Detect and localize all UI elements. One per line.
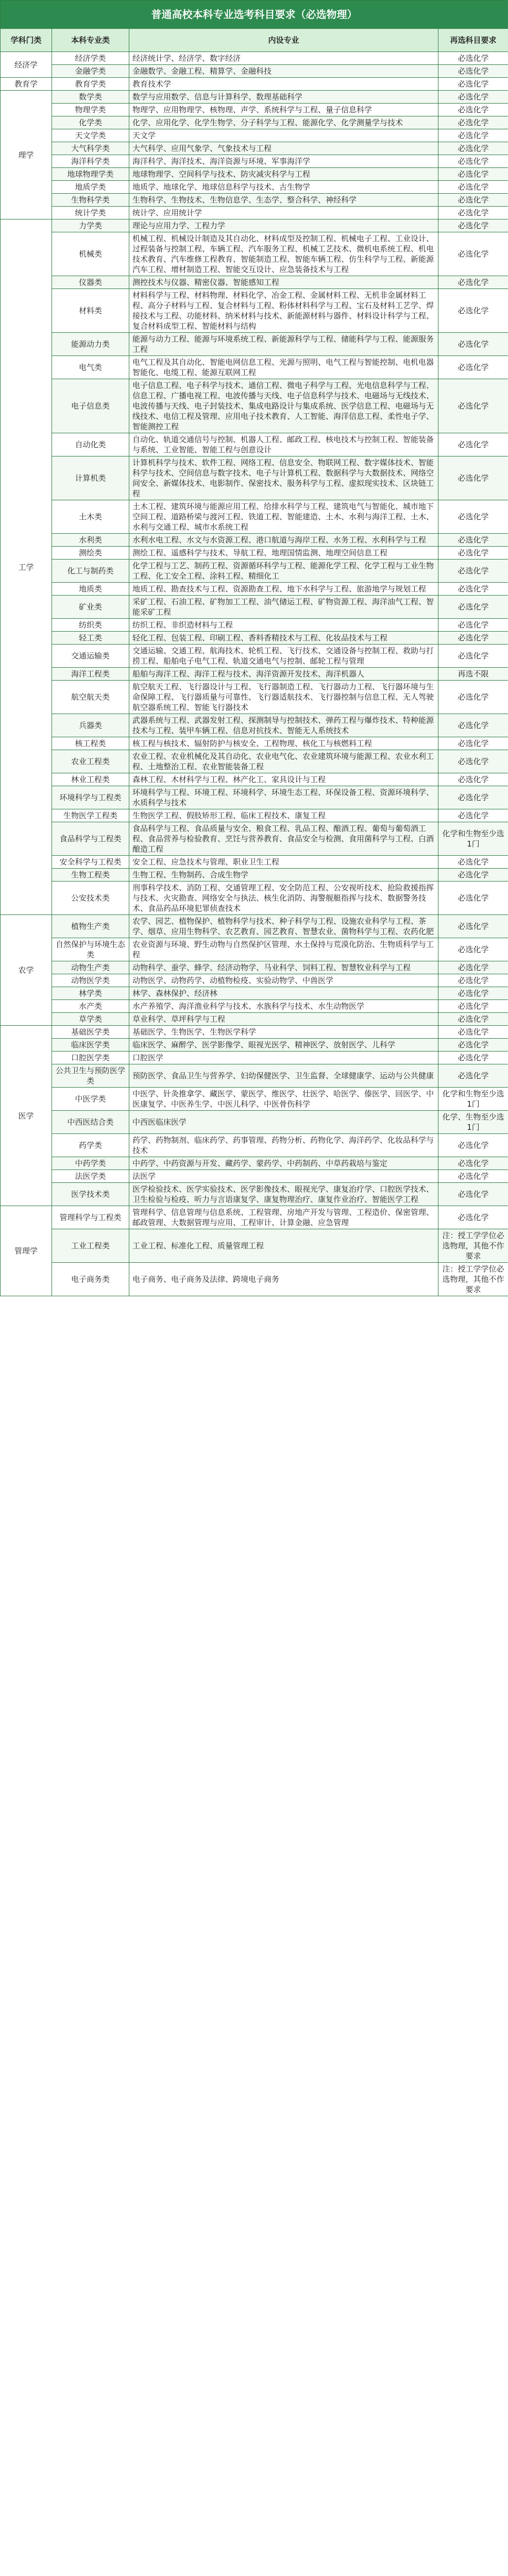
major-class-cell: 工业工程类	[52, 1229, 129, 1263]
table-row	[1, 856, 508, 869]
majors-cell: 轻化工程、包装工程、印刷工程、香料香精技术与工程、化妆品技术与工程	[129, 632, 438, 645]
majors-cell: 纺织工程、非织造材料与工程	[129, 619, 438, 632]
requirement-cell: 必选化学	[438, 194, 508, 207]
major-class-cell: 自然保护与环境生态类	[52, 938, 129, 961]
major-class-cell: 中西医结合类	[52, 1111, 129, 1134]
table-row	[1, 882, 508, 915]
majors-cell: 电子商务、电子商务及法律、跨境电子商务	[129, 1263, 438, 1296]
majors-cell: 电气工程及其自动化、智能电网信息工程、光源与照明、电气工程与智能控制、电机电器智能化、电缆工程、能源互联网工程	[129, 356, 438, 379]
major-class-cell: 生物医学工程类	[52, 809, 129, 822]
header-majors: 内设专业	[129, 29, 438, 52]
major-class-cell: 临床医学类	[52, 1039, 129, 1052]
major-class-cell: 能源动力类	[52, 333, 129, 356]
table-row	[1, 737, 508, 750]
major-class-cell: 食品科学与工程类	[52, 822, 129, 856]
major-class-cell: 环境科学与工程类	[52, 786, 129, 809]
major-class-cell: 公共卫生与预防医学类	[52, 1064, 129, 1088]
major-class-cell: 经济学类	[52, 52, 129, 65]
majors-cell: 食品科学与工程、食品质量与安全、粮食工程、乳品工程、酿酒工程、葡萄与葡萄酒工程、食品营养与检验教育、烹饪与营养教育、食品安全与检测、食用菌科学与工程、白酒酿造工程	[129, 822, 438, 856]
requirement-cell: 必选化学	[438, 1000, 508, 1013]
majors-cell: 预防医学、食品卫生与营养学、妇幼保健医学、卫生监督、全球健康学、运动与公共健康	[129, 1064, 438, 1088]
majors-cell: 海洋科学、海洋技术、海洋资源与环境、军事海洋学	[129, 155, 438, 168]
table-row	[1, 668, 508, 681]
majors-cell: 天文学	[129, 129, 438, 142]
major-class-cell: 医学技术类	[52, 1183, 129, 1206]
majors-cell: 教育技术学	[129, 78, 438, 91]
table-row	[1, 1206, 508, 1229]
major-class-cell: 植物生产类	[52, 915, 129, 938]
requirement-cell: 必选化学	[438, 534, 508, 547]
table-row	[1, 632, 508, 645]
table-row	[1, 1111, 508, 1134]
requirement-cell: 必选化学	[438, 974, 508, 987]
requirement-cell: 必选化学	[438, 207, 508, 219]
requirement-cell: 必选化学	[438, 168, 508, 181]
header-row	[1, 29, 508, 52]
requirement-cell: 必选化学	[438, 1052, 508, 1064]
table-row	[1, 583, 508, 596]
major-class-cell: 物理学类	[52, 104, 129, 116]
requirement-cell: 必选化学	[438, 869, 508, 882]
majors-cell: 核工程与核技术、辐射防护与核安全、工程物理、核化工与核燃料工程	[129, 737, 438, 750]
majors-cell: 农学、园艺、植物保护、植物科学与技术、种子科学与工程、设施农业科学与工程、茶学、烟草、应用生物科学、农艺教育、园艺教育、智慧农业、菌物科学与工程、农药化肥	[129, 915, 438, 938]
requirement-cell: 必选化学	[438, 1157, 508, 1170]
requirement-cell: 必选化学	[438, 645, 508, 668]
table-row	[1, 619, 508, 632]
table-row	[1, 104, 508, 116]
majors-cell: 中西医临床医学	[129, 1111, 438, 1134]
majors-cell: 地球物理学、空间科学与技术、防灾减灾科学与工程	[129, 168, 438, 181]
requirement-cell: 必选化学	[438, 547, 508, 560]
major-class-cell: 安全科学与工程类	[52, 856, 129, 869]
table-row	[1, 78, 508, 91]
major-class-cell: 中药学类	[52, 1157, 129, 1170]
majors-cell: 自动化、轨道交通信号与控制、机器人工程、邮政工程、核电技术与控制工程、智能装备与系统、工业智能、智能工程与创意设计	[129, 433, 438, 456]
major-class-cell: 地球物理学类	[52, 168, 129, 181]
major-class-cell: 海洋工程类	[52, 668, 129, 681]
table-row	[1, 869, 508, 882]
requirement-cell: 必选化学	[438, 560, 508, 583]
table-row	[1, 809, 508, 822]
table-row	[1, 1064, 508, 1088]
table-row	[1, 356, 508, 379]
major-class-cell: 纺织类	[52, 619, 129, 632]
table-row	[1, 1088, 508, 1111]
majors-cell: 交通运输、交通工程、航海技术、轮机工程、飞行技术、交通设备与控制工程、救助与打捞工程、船舶电子电气工程、轨道交通电气与控制、邮轮工程与管理	[129, 645, 438, 668]
major-class-cell: 公安技术类	[52, 882, 129, 915]
major-class-cell: 力学类	[52, 219, 129, 232]
requirement-cell: 必选化学	[438, 938, 508, 961]
requirement-cell: 必选化学	[438, 737, 508, 750]
major-class-cell: 口腔医学类	[52, 1052, 129, 1064]
table-row	[1, 1013, 508, 1026]
major-class-cell: 电气类	[52, 356, 129, 379]
majors-cell: 物理学、应用物理学、核物理、声学、系统科学与工程、量子信息科学	[129, 104, 438, 116]
requirement-cell: 必选化学	[438, 596, 508, 619]
major-class-cell: 草学类	[52, 1013, 129, 1026]
major-class-cell: 兵器类	[52, 714, 129, 737]
majors-cell: 理论与应用力学、工程力学	[129, 219, 438, 232]
requirement-cell: 注：授工学学位必选物理，其他不作要求	[438, 1263, 508, 1296]
major-class-cell: 水利类	[52, 534, 129, 547]
table-row	[1, 938, 508, 961]
table-row	[1, 547, 508, 560]
requirement-cell: 必选化学	[438, 91, 508, 104]
requirement-cell: 必选化学	[438, 583, 508, 596]
table-row	[1, 534, 508, 547]
major-class-cell: 林学类	[52, 987, 129, 1000]
table-row	[1, 750, 508, 773]
majors-cell: 动物科学、蚕学、蜂学、经济动物学、马业科学、饲料工程、智慧牧业科学与工程	[129, 961, 438, 974]
major-class-cell: 林业工程类	[52, 773, 129, 786]
requirement-cell: 必选化学	[438, 809, 508, 822]
requirement-cell: 必选化学	[438, 619, 508, 632]
major-class-cell: 电子信息类	[52, 379, 129, 433]
major-class-cell: 法医学类	[52, 1170, 129, 1183]
majors-cell: 草业科学、草坪科学与工程	[129, 1013, 438, 1026]
majors-cell: 测控技术与仪器、精密仪器、智能感知工程	[129, 276, 438, 289]
table-row	[1, 1263, 508, 1296]
requirement-cell: 必选化学	[438, 1134, 508, 1157]
header-major-class: 本科专业类	[52, 29, 129, 52]
majors-cell: 林学、森林保护、经济林	[129, 987, 438, 1000]
major-class-cell: 海洋科学类	[52, 155, 129, 168]
requirement-cell: 必选化学	[438, 379, 508, 433]
requirement-cell: 必选化学	[438, 104, 508, 116]
requirement-cell: 必选化学	[438, 882, 508, 915]
table-row	[1, 773, 508, 786]
requirement-cell: 必选化学	[438, 155, 508, 168]
requirement-cell: 必选化学	[438, 52, 508, 65]
major-class-cell: 动物医学类	[52, 974, 129, 987]
majors-cell: 刑事科学技术、消防工程、交通管理工程、安全防范工程、公安视听技术、抢险救援指挥与技术、火灾勘查、网络安全与执法、核生化消防、海警舰艇指挥与技术、数据警务技术、食品药品环境犯罪侦查技术	[129, 882, 438, 915]
majors-cell: 森林工程、木材科学与工程、林产化工、家具设计与工程	[129, 773, 438, 786]
requirement-cell: 注：授工学学位必选物理，其他不作要求	[438, 1229, 508, 1263]
table-row	[1, 194, 508, 207]
major-class-cell: 化学类	[52, 116, 129, 129]
major-class-cell: 材料类	[52, 289, 129, 333]
table-row	[1, 974, 508, 987]
major-class-cell: 基础医学类	[52, 1026, 129, 1039]
header-requirement: 再选科目要求	[438, 29, 508, 52]
majors-cell: 数学与应用数学、信息与计算科学、数理基础科学	[129, 91, 438, 104]
table-row	[1, 232, 508, 276]
majors-cell: 生物医学工程、假肢矫形工程、临床工程技术、康复工程	[129, 809, 438, 822]
requirement-cell: 必选化学	[438, 681, 508, 714]
majors-cell: 采矿工程、石油工程、矿物加工工程、油气储运工程、矿物资源工程、海洋油气工程、智能采矿工程	[129, 596, 438, 619]
table-row	[1, 333, 508, 356]
major-class-cell: 矿业类	[52, 596, 129, 619]
major-class-cell: 计算机类	[52, 456, 129, 500]
category-cell: 工学	[1, 219, 52, 915]
category-cell: 医学	[1, 1026, 52, 1206]
majors-cell: 农业资源与环境、野生动物与自然保护区管理、水土保持与荒漠化防治、生物质科学与工程	[129, 938, 438, 961]
table-row	[1, 681, 508, 714]
majors-cell: 机械工程、机械设计制造及其自动化、材料成型及控制工程、机械电子工程、工业设计、过程装备与控制工程、车辆工程、汽车服务工程、机械工艺技术、微机电系统工程、机电技术教育、汽车维修工程教育、智能制造工程、智能车辆工程、仿生科学与工程、新能源汽车工程、增材制造工程、智能交互设计、应急装备技术与工程	[129, 232, 438, 276]
majors-cell: 材料科学与工程、材料物理、材料化学、冶金工程、金属材料工程、无机非金属材料工程、高分子材料与工程、复合材料与工程、粉体材料科学与工程、宝石及材料工艺学、焊接技术与工程、功能材料、纳米材料与技术、新能源材料与器件、材料设计科学与工程、复合材料成型工程、智能材料与结构	[129, 289, 438, 333]
table-row	[1, 1183, 508, 1206]
table-row	[1, 168, 508, 181]
table-row	[1, 1000, 508, 1013]
table-row	[1, 379, 508, 433]
major-class-cell: 化工与制药类	[52, 560, 129, 583]
table-row	[1, 456, 508, 500]
requirement-cell: 必选化学	[438, 78, 508, 91]
majors-cell: 生物科学、生物技术、生物信息学、生态学、整合科学、神经科学	[129, 194, 438, 207]
table-row	[1, 500, 508, 534]
major-class-cell: 测绘类	[52, 547, 129, 560]
major-class-cell: 大气科学类	[52, 142, 129, 155]
table-body	[1, 52, 508, 1296]
table-row	[1, 1134, 508, 1157]
requirement-cell: 必选化学	[438, 714, 508, 737]
majors-cell: 计算机科学与技术、软件工程、网络工程、信息安全、物联网工程、数字媒体技术、智能科学与技术、空间信息与数字技术、电子与计算机工程、数据科学与大数据技术、网络空间安全、新媒体技术、电影制作、保密技术、服务科学与工程、虚拟现实技术、区块链工程	[129, 456, 438, 500]
requirement-cell: 化学、生物至少选1门	[438, 1111, 508, 1134]
table-row	[1, 915, 508, 938]
table-row	[1, 596, 508, 619]
majors-cell: 武器系统与工程、武器发射工程、探测制导与控制技术、弹药工程与爆炸技术、特种能源技术与工程、装甲车辆工程、信息对抗技术、智能无人系统技术	[129, 714, 438, 737]
major-class-cell: 地质学类	[52, 181, 129, 194]
requirement-cell: 必选化学	[438, 632, 508, 645]
major-class-cell: 交通运输类	[52, 645, 129, 668]
majors-cell: 能源与动力工程、能源与环境系统工程、新能源科学与工程、储能科学与工程、能源服务工程	[129, 333, 438, 356]
major-class-cell: 药学类	[52, 1134, 129, 1157]
major-class-cell: 自动化类	[52, 433, 129, 456]
major-class-cell: 教育学类	[52, 78, 129, 91]
major-class-cell: 航空航天类	[52, 681, 129, 714]
majors-cell: 管理科学、信息管理与信息系统、工程管理、房地产开发与管理、工程造价、保密管理、邮政管理、大数据管理与应用、工程审计、计算金融、应急管理	[129, 1206, 438, 1229]
table-row	[1, 560, 508, 583]
major-class-cell: 电子商务类	[52, 1263, 129, 1296]
major-class-cell: 管理科学与工程类	[52, 1206, 129, 1229]
requirement-cell: 必选化学	[438, 856, 508, 869]
table-row	[1, 289, 508, 333]
majors-cell: 生物工程、生物制药、合成生物学	[129, 869, 438, 882]
requirement-cell: 必选化学	[438, 333, 508, 356]
majors-cell: 药学、药物制剂、临床药学、药事管理、药物分析、药物化学、海洋药学、化妆品科学与技术	[129, 1134, 438, 1157]
table-row	[1, 91, 508, 104]
table-row	[1, 645, 508, 668]
requirement-cell: 必选化学	[438, 1039, 508, 1052]
table-row	[1, 219, 508, 232]
table-row	[1, 714, 508, 737]
majors-cell: 动物医学、动物药学、动植物检疫、实验动物学、中兽医学	[129, 974, 438, 987]
requirement-cell: 必选化学	[438, 232, 508, 276]
majors-cell: 环境科学与工程、环境工程、环境科学、环境生态工程、环保设备工程、资源环境科学、水质科学与技术	[129, 786, 438, 809]
majors-cell: 经济统计学、经济学、数字经济	[129, 52, 438, 65]
majors-cell: 测绘工程、遥感科学与技术、导航工程、地理国情监测、地理空间信息工程	[129, 547, 438, 560]
major-class-cell: 天文学类	[52, 129, 129, 142]
requirement-cell: 必选化学	[438, 500, 508, 534]
table-row	[1, 1170, 508, 1183]
majors-cell: 统计学、应用统计学	[129, 207, 438, 219]
requirement-cell: 必选化学	[438, 1170, 508, 1183]
majors-cell: 电子信息工程、电子科学与技术、通信工程、微电子科学与工程、光电信息科学与工程、信息工程、广播电视工程、电波传播与天线、电子信息科学与技术、电磁场与无线技术、电波传播与天线、电子封装技术、集成电路设计与集成系统、医学信息工程、电磁场与无线技术、电信工程及管理、应用电子技术教育、人工智能、海洋信息工程、柔性电子学、智能测控工程	[129, 379, 438, 433]
major-class-cell: 水产类	[52, 1000, 129, 1013]
requirement-cell: 必选化学	[438, 219, 508, 232]
table-row	[1, 1157, 508, 1170]
major-class-cell: 生物科学类	[52, 194, 129, 207]
major-class-cell: 核工程类	[52, 737, 129, 750]
major-class-cell: 农业工程类	[52, 750, 129, 773]
majors-cell: 化学、应用化学、化学生物学、分子科学与工程、能源化学、化学测量学与技术	[129, 116, 438, 129]
category-cell: 农学	[1, 915, 52, 1026]
table-row	[1, 987, 508, 1000]
requirement-cell: 必选化学	[438, 116, 508, 129]
majors-cell: 中医学、针灸推拿学、藏医学、蒙医学、维医学、壮医学、哈医学、傣医学、回医学、中医康复学、中医养生学、中医儿科学、中医骨伤科学	[129, 1088, 438, 1111]
majors-cell: 水利水电工程、水文与水资源工程、港口航道与海岸工程、水务工程、水利科学与工程	[129, 534, 438, 547]
requirement-cell: 必选化学	[438, 987, 508, 1000]
requirement-cell: 必选化学	[438, 1183, 508, 1206]
requirement-cell: 必选化学	[438, 1013, 508, 1026]
requirement-cell: 必选化学	[438, 142, 508, 155]
table-row	[1, 786, 508, 809]
majors-cell: 地质工程、勘查技术与工程、资源勘查工程、地下水科学与工程、旅游地学与规划工程	[129, 583, 438, 596]
majors-cell: 大气科学、应用气象学、气象技术与工程	[129, 142, 438, 155]
table-row	[1, 822, 508, 856]
major-class-cell: 金融学类	[52, 65, 129, 78]
table-row	[1, 65, 508, 78]
major-class-cell: 轻工类	[52, 632, 129, 645]
table-row	[1, 1026, 508, 1039]
majors-cell: 口腔医学	[129, 1052, 438, 1064]
table-row	[1, 1052, 508, 1064]
majors-cell: 水产养殖学、海洋渔业科学与技术、水族科学与技术、水生动物医学	[129, 1000, 438, 1013]
majors-cell: 化学工程与工艺、制药工程、资源循环科学与工程、能源化学工程、化学工程与工业生物工程、化工安全工程、涂料工程、精细化工	[129, 560, 438, 583]
majors-cell: 金融数学、金融工程、精算学、金融科技	[129, 65, 438, 78]
major-class-cell: 数学类	[52, 91, 129, 104]
major-class-cell: 机械类	[52, 232, 129, 276]
requirement-cell: 必选化学	[438, 915, 508, 938]
major-class-cell: 动物生产类	[52, 961, 129, 974]
major-class-cell: 统计学类	[52, 207, 129, 219]
majors-cell: 基础医学、生物医学、生物医学科学	[129, 1026, 438, 1039]
table-row	[1, 129, 508, 142]
majors-cell: 中药学、中药资源与开发、藏药学、蒙药学、中药制药、中草药栽培与鉴定	[129, 1157, 438, 1170]
requirement-cell: 化学和生物至少选1门	[438, 1088, 508, 1111]
major-class-cell: 地质类	[52, 583, 129, 596]
requirement-cell: 必选化学	[438, 276, 508, 289]
category-cell: 理学	[1, 91, 52, 219]
major-class-cell: 生物工程类	[52, 869, 129, 882]
requirement-cell: 必选化学	[438, 1206, 508, 1229]
requirement-cell: 化学和生物至少选1门	[438, 822, 508, 856]
requirement-cell: 必选化学	[438, 1064, 508, 1088]
requirement-cell: 必选化学	[438, 181, 508, 194]
majors-cell: 农业工程、农业机械化及其自动化、农业电气化、农业建筑环境与能源工程、农业水利工程、土地整治工程、农业智能装备工程	[129, 750, 438, 773]
category-cell: 管理学	[1, 1206, 52, 1296]
requirement-cell: 必选化学	[438, 750, 508, 773]
table-row	[1, 207, 508, 219]
requirement-cell: 必选化学	[438, 773, 508, 786]
header-category: 学科门类	[1, 29, 52, 52]
category-cell: 教育学	[1, 78, 52, 91]
majors-cell: 地质学、地球化学、地球信息科学与技术、古生物学	[129, 181, 438, 194]
table-row	[1, 961, 508, 974]
requirement-cell: 必选化学	[438, 456, 508, 500]
majors-cell: 法医学	[129, 1170, 438, 1183]
majors-cell: 临床医学、麻醉学、医学影像学、眼视光医学、精神医学、放射医学、儿科学	[129, 1039, 438, 1052]
table-row	[1, 52, 508, 65]
major-class-cell: 仪器类	[52, 276, 129, 289]
majors-cell: 船舶与海洋工程、海洋工程与技术、海洋资源开发技术、海洋机器人	[129, 668, 438, 681]
requirement-cell: 必选化学	[438, 356, 508, 379]
majors-cell: 航空航天工程、飞行器设计与工程、飞行器制造工程、飞行器动力工程、飞行器环境与生命保障工程、飞行器质量与可靠性、飞行器适航技术、飞行器控制与信息工程、无人驾驶航空器系统工程、智能飞行器技术	[129, 681, 438, 714]
table-row	[1, 1229, 508, 1263]
table-row	[1, 181, 508, 194]
requirement-cell: 必选化学	[438, 65, 508, 78]
table-row	[1, 276, 508, 289]
majors-cell: 土木工程、建筑环境与能源应用工程、给排水科学与工程、建筑电气与智能化、城市地下空间工程、道路桥梁与渡河工程、铁道工程、智能建造、土木、水利与海洋工程、土木、水利与交通工程、城市水系统工程	[129, 500, 438, 534]
table-row	[1, 433, 508, 456]
requirement-cell: 必选化学	[438, 433, 508, 456]
major-class-cell: 土木类	[52, 500, 129, 534]
document-title: 普通高校本科专业选考科目要求（必选物理）	[1, 1, 508, 29]
requirement-cell: 必选化学	[438, 129, 508, 142]
table-row	[1, 1039, 508, 1052]
table-row	[1, 155, 508, 168]
majors-cell: 安全工程、应急技术与管理、职业卫生工程	[129, 856, 438, 869]
requirement-cell: 必选化学	[438, 961, 508, 974]
title-row	[1, 1, 508, 29]
requirement-cell: 必选化学	[438, 289, 508, 333]
requirement-cell: 再选不限	[438, 668, 508, 681]
requirement-cell: 必选化学	[438, 786, 508, 809]
table-row	[1, 142, 508, 155]
major-class-cell: 中医学类	[52, 1088, 129, 1111]
requirement-cell: 必选化学	[438, 1026, 508, 1039]
majors-cell: 医学检验技术、医学实验技术、医学影像技术、眼视光学、康复治疗学、口腔医学技术、卫生检验与检疫、听力与言语康复学、康复物理治疗、康复作业治疗、智能医学工程	[129, 1183, 438, 1206]
majors-cell: 工业工程、标准化工程、质量管理工程	[129, 1229, 438, 1263]
table-row	[1, 116, 508, 129]
category-cell: 经济学	[1, 52, 52, 78]
